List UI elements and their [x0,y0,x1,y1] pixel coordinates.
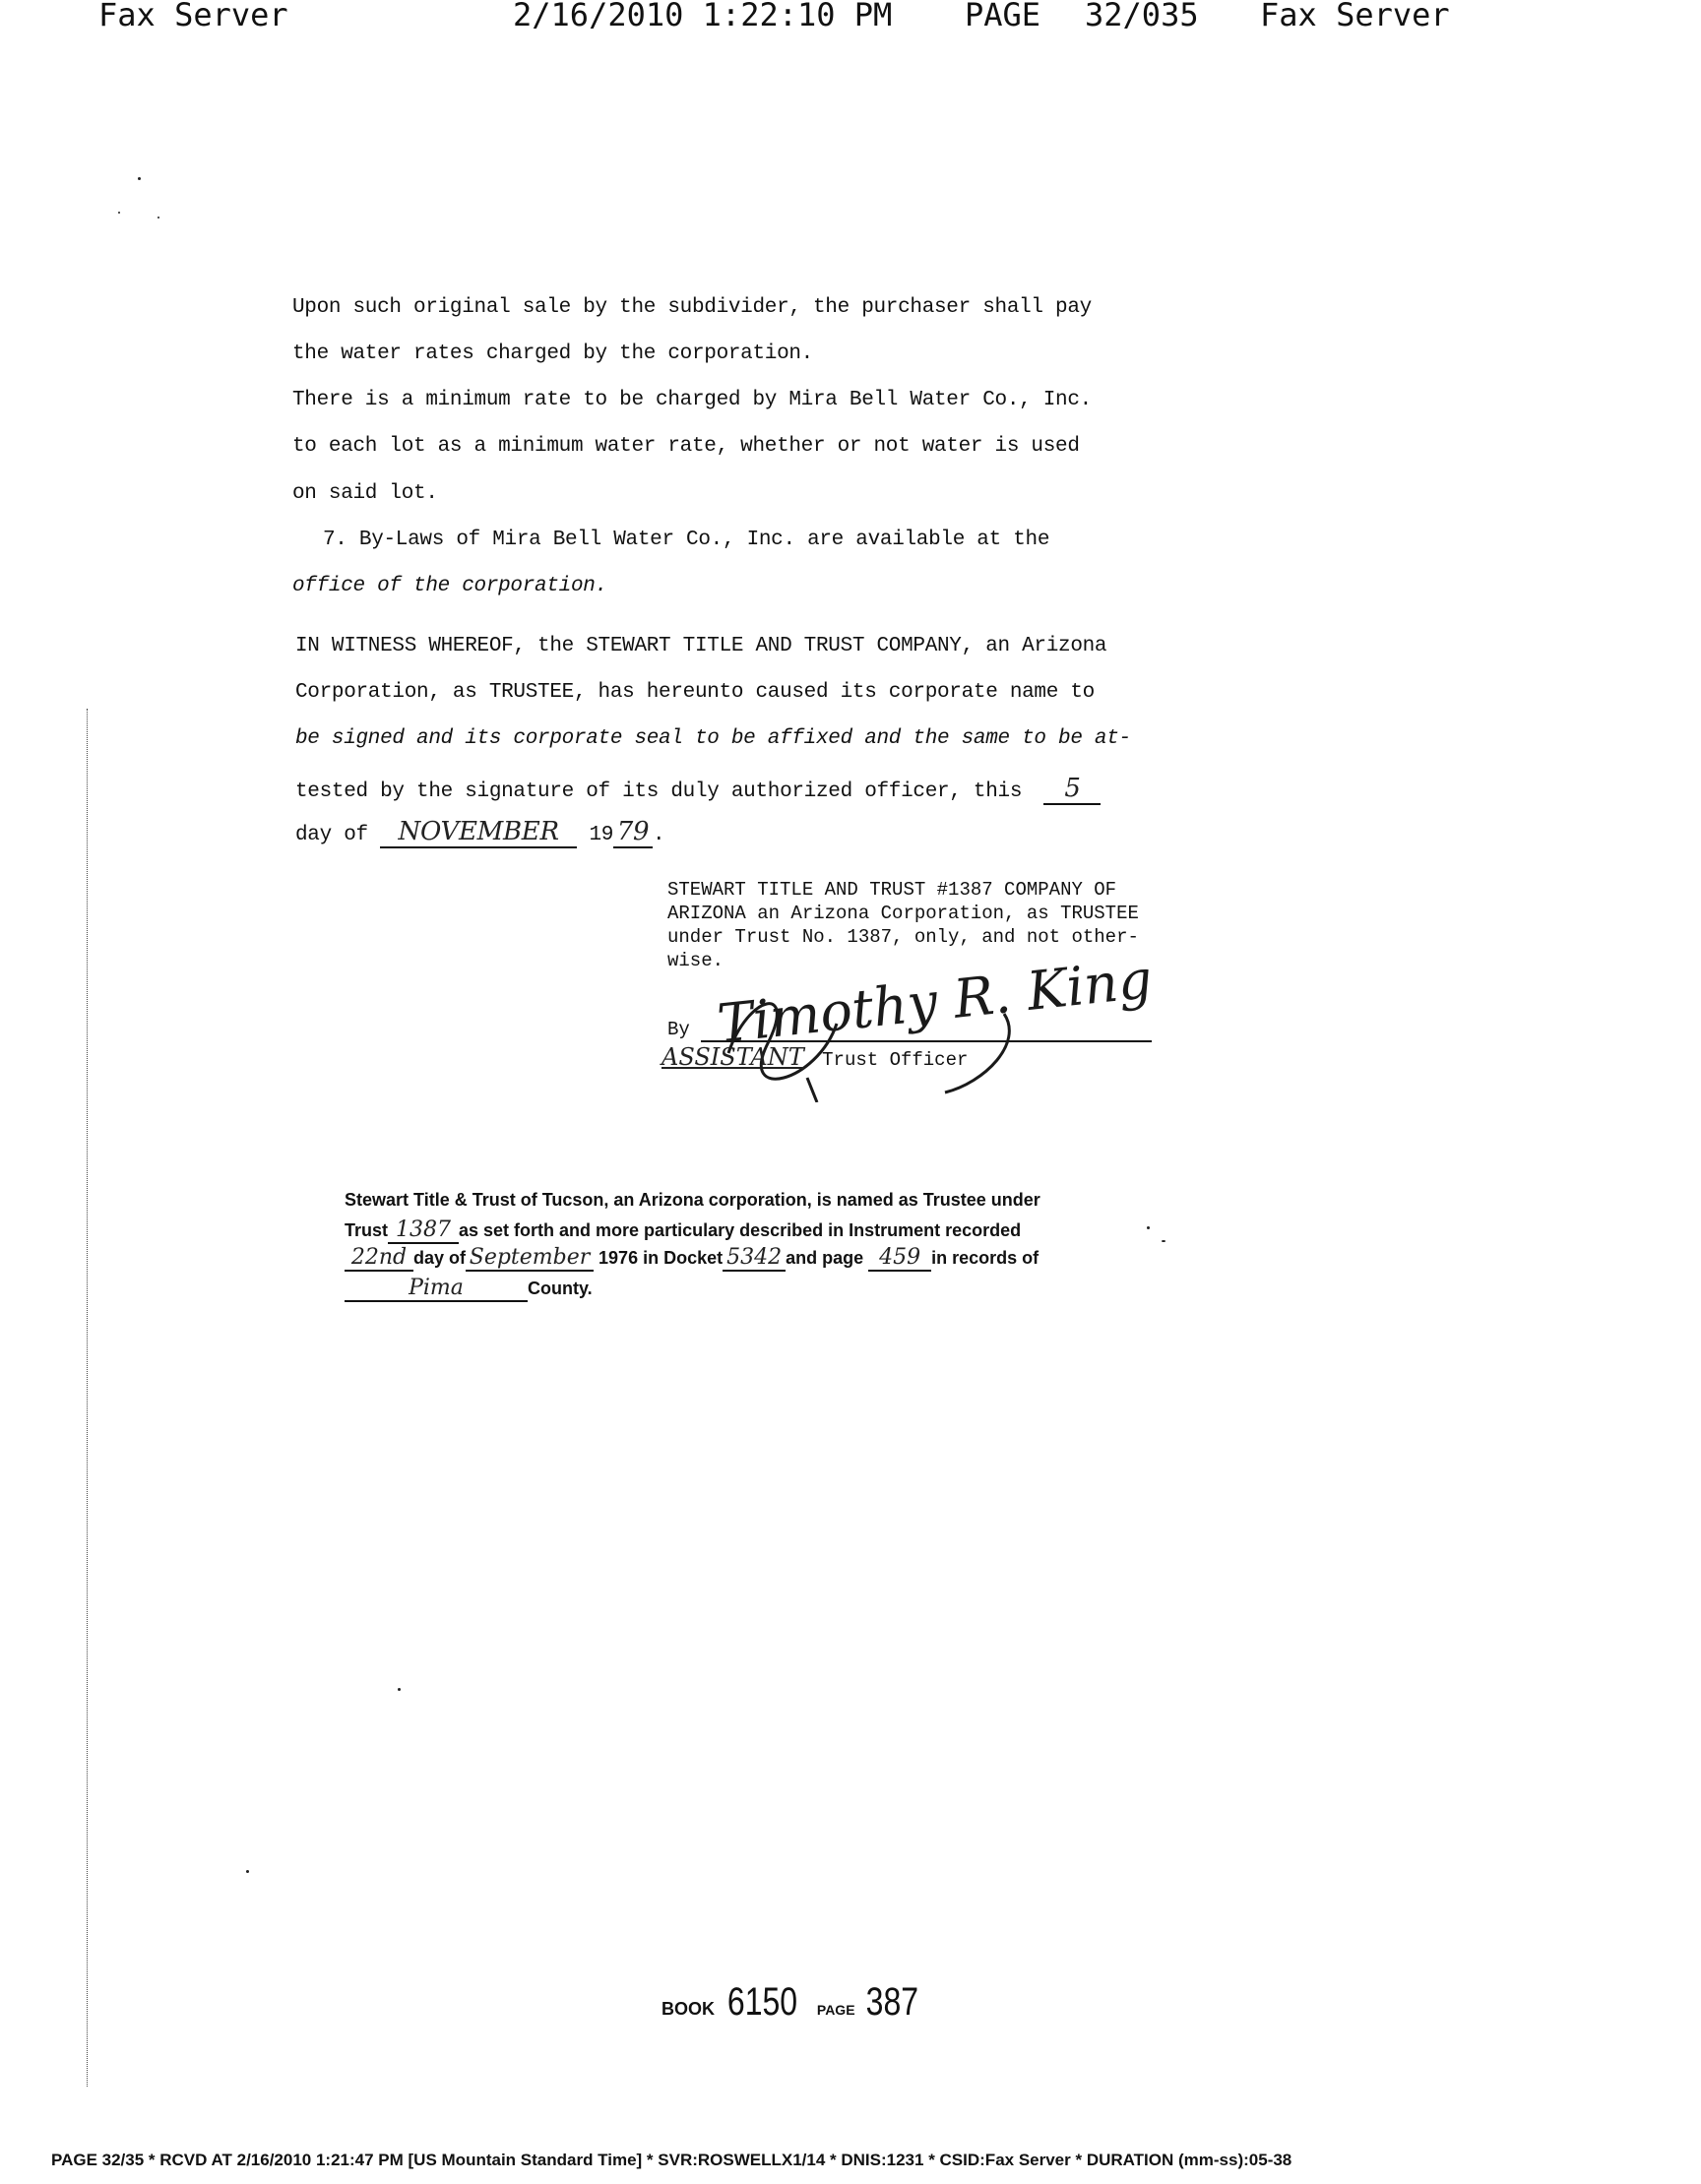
stewart-note-line-4 [345,1276,593,1302]
book-stamp-book-number: 6150 [727,1980,798,2024]
body-line-2: the water rates charged by the corporation. [292,343,813,365]
stewart-note-line-3 [345,1245,1039,1272]
stewart-trust-number: 1387 [388,1217,459,1244]
witness-line-5 [295,817,664,848]
fax-footer: PAGE 32/35 * RCVD AT 2/16/2010 1:21:47 PM [US Mountain Standard Time] * SVR:ROSWELLX1/14 * DNIS:1231 * CSID:Fax Server * DURATION (mm-ss):05-38 [51,2151,1292,2169]
trustee-line-3: under Trust No. 1387, only, and not other- [667,926,1139,948]
fax-header [0,0,1701,35]
stewart-year-docket: 1976 in Docket [598,1248,724,1268]
stewart-month: September [466,1245,594,1272]
witness-line-1: IN WITNESS WHEREOF, the STEWART TITLE AND TRUST COMPANY, an Arizona [295,635,1107,657]
stewart-docket: 5342 [723,1245,786,1272]
stewart-county-label: County. [528,1279,593,1298]
title-handwritten: ASSISTANT [662,1043,804,1071]
witness-line-4-text: tested by the signature of its duly authorized officer, this [295,780,1023,803]
by-label: By [667,1019,690,1040]
trustee-line-2: ARIZONA an Arizona Corporation, as TRUSTEE [667,903,1139,924]
signature-handwritten: Timothy R. King [714,948,1156,1055]
fax-header-page-label: PAGE [965,0,1041,33]
trustee-line-1: STEWART TITLE AND TRUST #1387 COMPANY OF [667,879,1117,901]
witness-line-4 [295,774,1101,805]
fax-header-page-number: 32/035 [1085,0,1199,33]
witness-century: 19 [589,824,614,846]
book-stamp [662,1980,925,2025]
stewart-and-page: and page [786,1248,864,1268]
book-stamp-book-label: BOOK [662,1999,715,2019]
body-line-7: office of the corporation. [292,575,607,597]
book-stamp-page-number: 387 [865,1980,919,2024]
stewart-county-name: Pima [345,1276,528,1302]
body-line-6: 7. By-Laws of Mira Bell Water Co., Inc. are available at the [323,529,1050,551]
book-stamp-page-label: PAGE [816,2002,855,2018]
trustee-line-4: wise. [667,950,724,971]
stewart-day-of: day of [413,1248,467,1268]
title-line [662,1043,968,1073]
witness-month-handwritten: NOVEMBER [380,817,577,848]
witness-line-5-prefix: day of [295,824,368,846]
fax-header-right: Fax Server [1260,0,1450,33]
body-line-3: There is a minimum rate to be charged by Mira Bell Water Co., Inc. [292,389,1092,411]
title-printed: Trust Officer [822,1049,969,1071]
body-line-1: Upon such original sale by the subdivider, the purchaser shall pay [292,296,1092,319]
fax-header-datetime: 2/16/2010 1:22:10 PM [513,0,893,33]
stewart-line-2-rest: as set forth and more particulary described in Instrument recorded [459,1220,1022,1240]
stewart-day: 22nd [345,1245,413,1272]
witness-year-handwritten: 79 [613,817,653,848]
stewart-note-line-2 [345,1217,1021,1244]
witness-day-handwritten: 5 [1043,774,1101,805]
witness-line-2: Corporation, as TRUSTEE, has hereunto caused its corporate name to [295,681,1095,704]
stewart-trust-label: Trust [345,1220,389,1240]
body-line-4: to each lot as a minimum water rate, whether or not water is used [292,435,1080,458]
witness-period: . [653,824,665,846]
stewart-page: 459 [868,1245,931,1272]
stewart-note-line-1: Stewart Title & Trust of Tucson, an Arizona corporation, is named as Trustee under [345,1190,1040,1210]
witness-line-3: be signed and its corporate seal to be affixed and the same to be at- [295,727,1131,750]
stewart-in-records: in records of [931,1248,1040,1268]
fax-header-left: Fax Server [98,0,288,33]
body-line-5: on said lot. [292,482,438,505]
